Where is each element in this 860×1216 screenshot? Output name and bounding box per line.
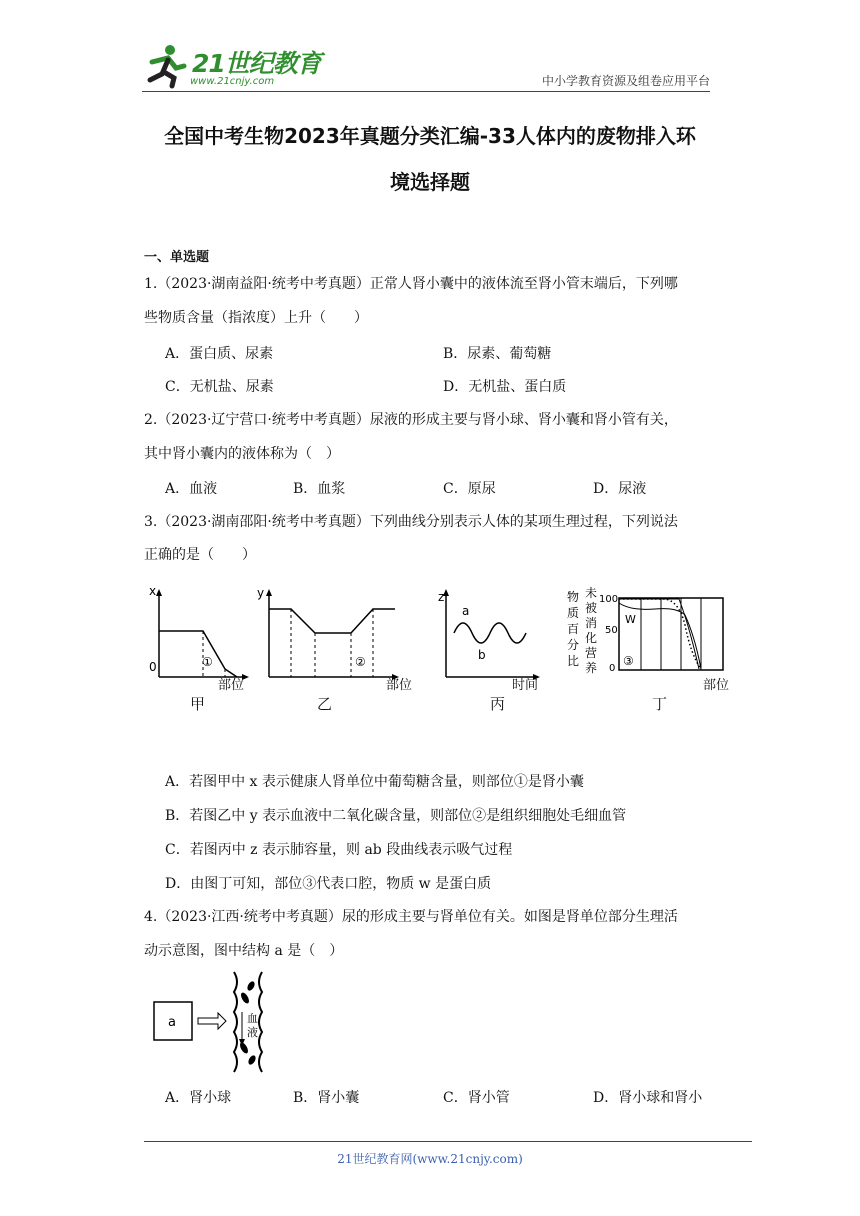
q3-option-a: A．若图甲中 x 表示健康人肾单位中葡萄糖含量，则部位①是肾小囊 [165, 774, 584, 790]
question-3-line2: 正确的是（ ） [144, 547, 256, 563]
site-logo [140, 40, 320, 96]
q3-option-c: C．若图丙中 z 表示肺容量，则 ab 段曲线表示吸气过程 [165, 842, 513, 858]
question-1-line1: 1.（2023·湖南益阳·统考中考真题）正常人肾小囊中的液体流至肾小管末端后，下列哪 [144, 276, 678, 292]
yi-ylabel: y [257, 586, 265, 600]
ding-right-6: 养 [585, 661, 598, 675]
q1-option-d: D．无机盐、蛋白质 [443, 379, 567, 395]
ding-left-4: 分 [567, 638, 580, 652]
footer-divider [144, 1141, 752, 1142]
bing-ylabel: z [438, 590, 445, 604]
logo-url: www.21cnjy.com [190, 76, 275, 87]
ding-tick-0: 0 [609, 663, 616, 674]
jia-xlabel: 部位 [218, 678, 245, 693]
question-1-line2: 些物质含量（指浓度）上升（ ） [144, 310, 368, 326]
q3-option-b: B．若图乙中 y 表示血液中二氧化碳含量，则部位②是组织细胞处毛细血管 [165, 808, 627, 824]
jia-zero: 0 [149, 660, 157, 674]
header-platform-text: 中小学教育资源及组卷应用平台 [541, 74, 710, 88]
ding-left-1: 物 [567, 590, 580, 604]
q1-option-c: C．无机盐、尿素 [165, 379, 274, 395]
q4-option-b: B．肾小囊 [293, 1090, 360, 1106]
question-4-line1: 4.（2023·江西·统考中考真题）尿的形成主要与肾单位有关。如图是肾单位部分生理活 [144, 909, 678, 925]
q4-option-d: D．肾小球和肾小 [593, 1090, 703, 1106]
q2-option-d: D．尿液 [593, 481, 647, 497]
q4-option-c: C．肾小管 [443, 1090, 510, 1106]
q2-option-c: C．原尿 [443, 481, 496, 497]
header-divider [142, 91, 710, 92]
question-4-line2: 动示意图，图中结构 a 是（ ） [144, 943, 344, 959]
q1-option-b: B．尿素、葡萄糖 [443, 346, 552, 362]
ding-left-5: 比 [567, 654, 580, 668]
yi-caption: 乙 [317, 695, 333, 713]
ding-mark: ③ [623, 654, 634, 668]
kidney-box-label: a [168, 1015, 176, 1030]
ding-right-3: 消 [585, 616, 598, 630]
question-3-line1: 3.（2023·湖南邵阳·统考中考真题）下列曲线分别表示人体的某项生理过程，下列说法 [144, 514, 678, 530]
footer-link[interactable]: 21世纪教育网(www.21cnjy.com) [337, 1152, 523, 1166]
ding-right-5: 营 [585, 646, 598, 660]
ding-tick-100: 100 [599, 594, 619, 605]
runner-logo-icon [140, 40, 190, 90]
ding-right-4: 化 [585, 631, 598, 645]
q1-option-a: A．蛋白质、尿素 [165, 346, 274, 362]
question-2-line1: 2.（2023·辽宁营口·统考中考真题）尿液的形成主要与肾小球、肾小囊和肾小管有关， [144, 412, 678, 428]
bing-a-label: a [462, 604, 470, 618]
figure-kidney-unit [148, 968, 278, 1078]
bing-b-label: b [478, 648, 486, 662]
yi-xlabel: 部位 [386, 678, 413, 693]
bing-xlabel: 时间 [512, 678, 539, 693]
bing-caption: 丙 [490, 695, 506, 713]
kidney-vessel-label-2: 液 [247, 1026, 258, 1039]
ding-right-1: 未 [585, 586, 598, 600]
jia-caption: 甲 [190, 695, 206, 713]
q2-option-a: A．血液 [165, 481, 218, 497]
ding-w-label: W [625, 613, 636, 626]
ding-xlabel: 部位 [703, 678, 730, 693]
document-title-line2: 境选择题 [390, 170, 470, 194]
q4-option-a: A．肾小球 [165, 1090, 232, 1106]
jia-mark: ① [202, 655, 213, 669]
figure-yi [255, 585, 400, 690]
question-2-line2: 其中肾小囊内的液体称为（ ） [144, 446, 340, 462]
kidney-vessel-label-1: 血 [247, 1012, 258, 1025]
ding-left-2: 质 [567, 606, 580, 620]
ding-tick-50: 50 [605, 625, 618, 636]
section-heading: 一、单选题 [144, 250, 210, 265]
ding-caption: 丁 [652, 695, 668, 713]
yi-mark: ② [355, 655, 366, 669]
q2-option-b: B．血浆 [293, 481, 346, 497]
logo-text: 21世纪教育 [192, 49, 321, 78]
ding-right-2: 被 [585, 601, 598, 615]
q3-option-d: D．由图丁可知，部位③代表口腔，物质 w 是蛋白质 [165, 876, 492, 892]
document-title-line1: 全国中考生物2023年真题分类汇编-33人体内的废物排入环 [164, 124, 696, 148]
ding-left-3: 百 [567, 622, 580, 636]
jia-ylabel: x [149, 585, 157, 598]
